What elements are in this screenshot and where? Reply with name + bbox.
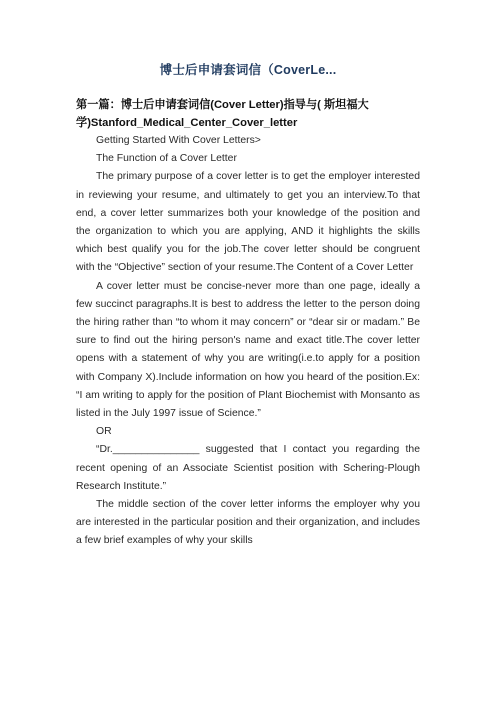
paragraph-quote: “Dr._______________ suggested that I contact you regarding the recent opening of an Associate Scientist position with Schering-Plough Research Institute.” (76, 444, 420, 492)
paragraph-content: A cover letter must be concise-never more than one page, ideally a few succinct paragraphs.It is best to address the letter to the person doing the hiring rather than “to whom it may concern” or “dear sir or madam.” Be sure to find out the hiring person's name and exact title.The cover letter opens with a statement of why you are writing(i.e.to apply for a position with Company X).Include information on how you heard of the position.Ex: “I am writing to apply for the position of Plant Biochemist with Monsanto as listed in the July 1997 issue of Science.” (76, 280, 420, 420)
paragraph-purpose: The primary purpose of a cover letter is to get the employer interested in reviewing your resume, and ultimately to get you an interview.To that end, a cover letter summarizes both your knowledge of the position and the organization to which you are applying, AND it highlights the skills which best qualify you for the job.The cover letter should be congruent with the “Objective” section of your resume.The Content of a Cover Letter (76, 171, 420, 274)
paragraph-or: OR (96, 426, 112, 438)
paragraph-function-heading: The Function of a Cover Letter (96, 153, 237, 165)
document-body (76, 132, 420, 551)
paragraph-getting-started: Getting Started With Cover Letters> (96, 135, 261, 146)
paragraph-middle-section: The middle section of the cover letter informs the employer why you are interested in the particular position and their organization, and includes a few brief examples of why your skills (76, 499, 420, 547)
section-heading: 第一篇：博士后申请套词信(Cover Letter)指导与( 斯坦福大学)Stanford_Medical_Center_Cover_letter (76, 99, 369, 129)
document-title: 博士后申请套词信（CoverLe... (159, 63, 337, 77)
